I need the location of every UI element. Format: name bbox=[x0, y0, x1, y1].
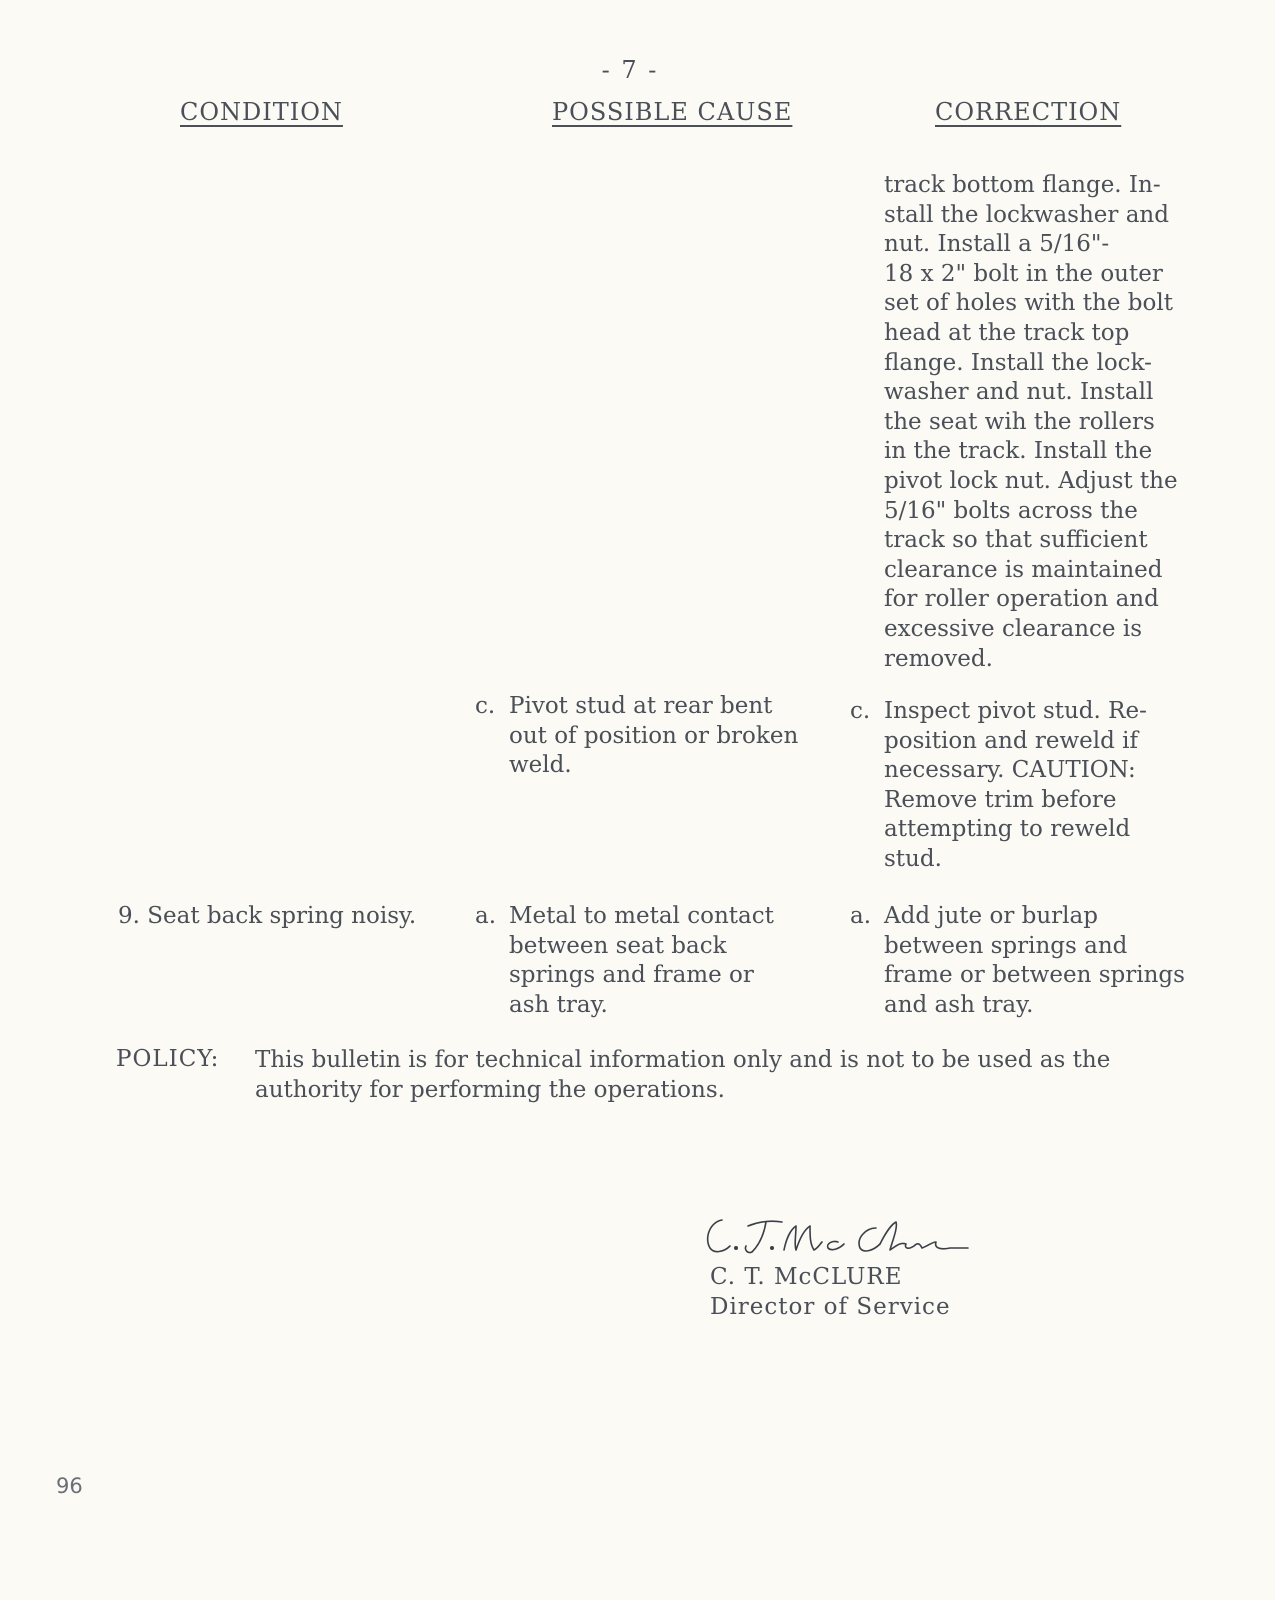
header-correction: CORRECTION bbox=[935, 98, 1122, 126]
text-line: position and reweld if bbox=[884, 727, 1139, 754]
text-line: stall the lockwasher and bbox=[884, 201, 1169, 228]
text-line: head at the track top bbox=[884, 319, 1130, 346]
item-marker: c. bbox=[850, 698, 871, 724]
text-line: out of position or broken bbox=[509, 722, 799, 749]
policy-label: POLICY: bbox=[116, 1046, 220, 1072]
text-line: 5/16" bolts across the bbox=[884, 497, 1138, 524]
header-possible-cause: POSSIBLE CAUSE bbox=[552, 98, 793, 126]
text-line: stud. bbox=[884, 845, 942, 872]
cause-c-text bbox=[509, 692, 819, 781]
text-line: ash tray. bbox=[509, 991, 608, 1018]
text-line: clearance is maintained bbox=[884, 556, 1163, 583]
text-line: 18 x 2" bolt in the outer bbox=[884, 260, 1163, 287]
item-marker: a. bbox=[475, 903, 497, 929]
text-line: springs and frame or bbox=[509, 962, 754, 989]
text-line: removed. bbox=[884, 645, 993, 672]
text-line: necessary. CAUTION: bbox=[884, 757, 1136, 784]
cause-9a-text bbox=[509, 902, 793, 1020]
text-line: for roller operation and bbox=[884, 586, 1159, 613]
page-number: - 7 - bbox=[601, 56, 659, 84]
correction-c-text bbox=[884, 697, 1186, 875]
header-condition: CONDITION bbox=[180, 98, 343, 126]
text-line: washer and nut. Install bbox=[884, 379, 1154, 406]
text-line: in the track. Install the bbox=[884, 438, 1153, 465]
text-line: frame or between springs bbox=[884, 962, 1185, 989]
text-line: excessive clearance is bbox=[884, 615, 1142, 642]
correction-9a-text bbox=[884, 902, 1186, 1020]
text-line: nut. Install a 5/16"- bbox=[884, 231, 1110, 258]
signer-title: Director of Service bbox=[710, 1294, 951, 1320]
text-line: Remove trim before bbox=[884, 786, 1117, 813]
text-line: attempting to reweld bbox=[884, 816, 1131, 843]
text-line: track bottom flange. In- bbox=[884, 172, 1161, 198]
text-line: weld. bbox=[509, 752, 572, 779]
item-marker: a. bbox=[850, 903, 872, 929]
item-marker: c. bbox=[475, 693, 496, 719]
footer-page-number: 96 bbox=[56, 1474, 83, 1498]
text-line: Inspect pivot stud. Re- bbox=[884, 698, 1147, 724]
policy-text: This bulletin is for technical information only and is not to be used as the authority for performing the operations. bbox=[255, 1047, 1111, 1103]
text-line: between seat back bbox=[509, 932, 727, 959]
text-line: Add jute or burlap bbox=[884, 903, 1098, 929]
signer-block bbox=[710, 1262, 951, 1322]
correction-continued bbox=[884, 171, 1186, 674]
text-line: set of holes with the bolt bbox=[884, 290, 1173, 317]
condition-9: 9. Seat back spring noisy. bbox=[118, 903, 417, 929]
text-line: Pivot stud at rear bent bbox=[509, 693, 773, 719]
text-line: between springs and bbox=[884, 932, 1128, 959]
text-line: track so that sufficient bbox=[884, 527, 1148, 554]
handwritten-signature bbox=[700, 1208, 970, 1264]
text-line: pivot lock nut. Adjust the bbox=[884, 467, 1178, 494]
text-line: flange. Install the lock- bbox=[884, 349, 1152, 376]
text-line: and ash tray. bbox=[884, 991, 1034, 1018]
text-line: the seat wih the rollers bbox=[884, 408, 1155, 435]
text-line: Metal to metal contact bbox=[509, 903, 774, 929]
signer-name: C. T. McCLURE bbox=[710, 1264, 903, 1290]
